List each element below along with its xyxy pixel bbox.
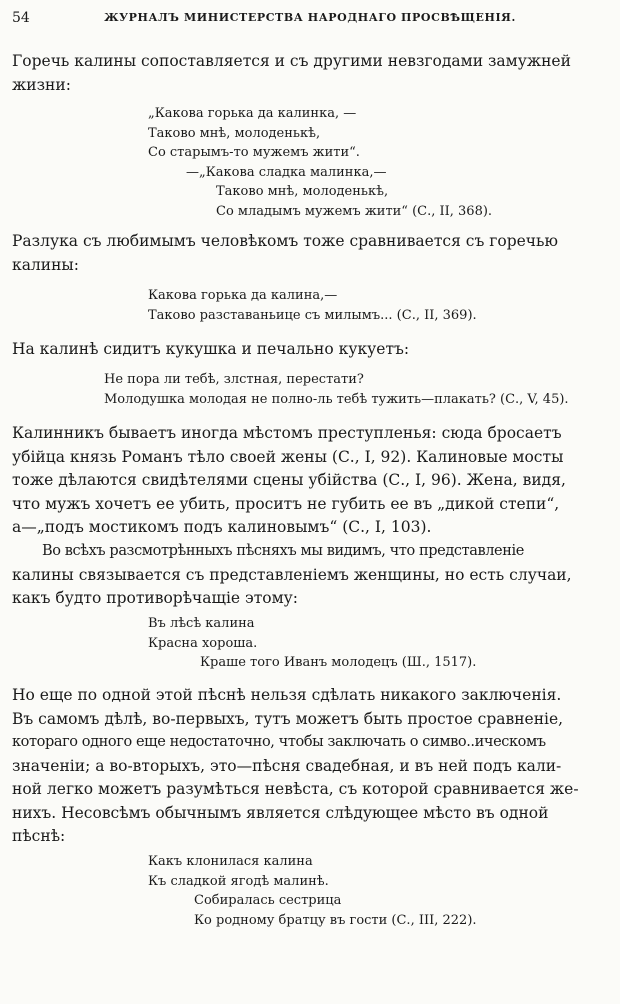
paragraph-1: [12, 50, 582, 97]
page-number: 54: [12, 10, 30, 26]
text-line: что мужъ хочетъ ее убить, проситъ не губить ее въ „дикой степи“,: [12, 494, 560, 513]
text-line: пѣснѣ:: [12, 827, 66, 845]
verse-1: [148, 104, 492, 221]
verse-line: Со старымъ-то мужемъ жити“.: [148, 145, 360, 160]
text-line: жизни:: [12, 75, 71, 94]
verse-2: [148, 286, 477, 325]
text-line: Но еще по одной этой пѣснѣ нельзя сдѣлать никакого заключенія.: [12, 686, 562, 704]
verse-4: [148, 614, 476, 673]
verse-line: Въ лѣсѣ калина: [148, 616, 255, 631]
text-line: какъ будто противорѣчащіе этому:: [12, 589, 298, 607]
paragraph-3: [12, 338, 582, 362]
text-line: На калинѣ сидитъ кукушка и печально кукуетъ:: [12, 340, 410, 358]
verse-5: [148, 852, 477, 930]
text-line: а—„подъ мостикомъ подъ калиновымъ“ (С., I, 103).: [12, 518, 432, 536]
text-line: Разлука съ любимымъ человѣкомъ тоже сравнивается съ горечью: [12, 232, 558, 250]
verse-3: [104, 370, 569, 409]
text-line: котораго одного еще недостаточно, чтобы заключать о симво..ическомъ: [12, 734, 546, 750]
verse-line: Какова горька да калина,—: [148, 288, 338, 303]
text-line: убійца князь Романъ тѣло своей жены (С., I, 92). Калиновые мосты: [12, 447, 564, 466]
paragraph-5: [12, 540, 582, 611]
text-line: нихъ. Несовсѣмъ обычнымъ является слѣдующее мѣсто въ одной: [12, 803, 549, 822]
verse-line: Краше того Иванъ молодецъ (Ш., 1517).: [200, 655, 477, 670]
text-line: тоже дѣлаются свидѣтелями сцены убійства (С., I, 96). Жена, видя,: [12, 471, 566, 489]
verse-line: Таково разставаньице съ милымъ... (С., II, 369).: [148, 307, 477, 323]
text-line: Въ самомъ дѣлѣ, во-первыхъ, тутъ можетъ быть простое сравненіе,: [12, 709, 564, 728]
verse-line: —„Какова сладка малинка,—: [186, 164, 387, 180]
verse-line: Таково мнѣ, молоденькѣ,: [216, 184, 389, 199]
text-line: Калинникъ бываетъ иногда мѣстомъ преступленья: сюда бросаетъ: [12, 424, 562, 442]
verse-line: Не пора ли тебѣ, злстная, перестати?: [104, 372, 364, 387]
verse-line: Ко родному братцу въ гости (С., III, 222).: [194, 912, 477, 928]
verse-line: Красна хороша.: [148, 635, 258, 651]
text-line: калины связывается съ представленіемъ женщины, но есть случаи,: [12, 565, 572, 584]
text-line: калины:: [12, 255, 79, 274]
verse-line: „Какова горька да калинка, —: [148, 106, 357, 121]
text-line: Во всѣхъ разсмотрѣнныхъ пѣсняхъ мы видимъ, что представленіе: [42, 543, 524, 559]
text-line: ной легко можетъ разумѣться невѣста, съ которой сравнивается же-: [12, 780, 579, 798]
verse-line: Собиралась сестрица: [194, 893, 342, 908]
running-title: ЖУРНАЛЪ МИНИСТЕРСТВА НАРОДНАГО ПРОСВѢЩЕНІЯ.: [104, 11, 516, 24]
running-header: [12, 10, 608, 30]
text-line: Горечь калины сопоставляется и съ другими невзгодами замужней: [12, 52, 571, 70]
paragraph-2: [12, 230, 582, 277]
text-line: значеніи; а во-вторыхъ, это—пѣсня свадебная, и въ ней подъ кали-: [12, 756, 562, 775]
verse-line: Къ сладкой ягодѣ малинѣ.: [148, 873, 329, 889]
verse-line: Со младымъ мужемъ жити“ (С., II, 368).: [216, 203, 493, 219]
verse-line: Таково мнѣ, молоденькѣ,: [148, 125, 321, 141]
paragraph-6: [12, 684, 582, 849]
paragraph-4: [12, 422, 582, 540]
verse-line: Молодушка молодая не полно-ль тебѣ тужить—плакать? (С., V, 45).: [104, 391, 569, 407]
verse-line: Какъ клонилася калина: [148, 854, 313, 869]
